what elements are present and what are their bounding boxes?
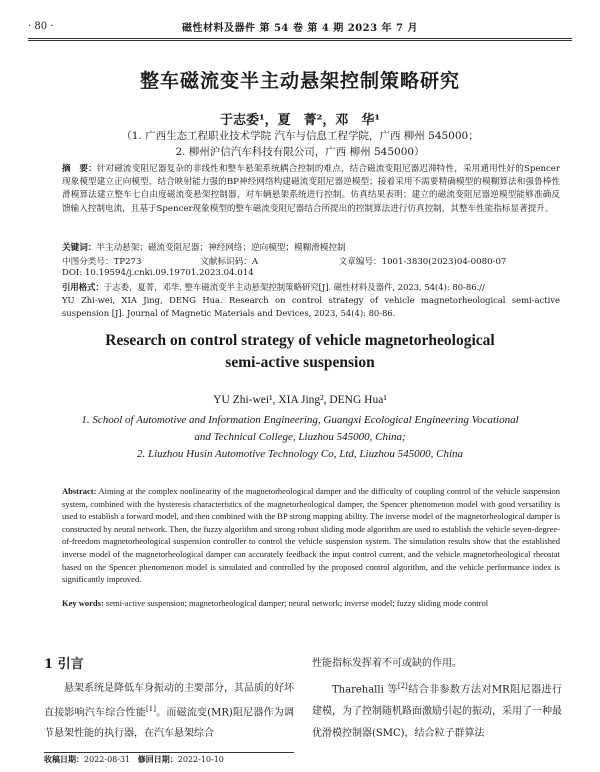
reference-2: [2] (397, 682, 408, 690)
affiliations-chinese (0, 128, 600, 160)
authors-english: YU Zhi-wei¹, XIA Jing², DENG Hua¹ (213, 394, 387, 406)
affiliation-en-2: 2. Liuzhou Husin Automotive Technology Co, Ltd, Liuzhou 545000, China (136, 448, 464, 460)
article-number: 文章编号：1001-3830(2023)04-0080-07 (338, 257, 507, 267)
keywords-en-text: semi-active suspension; magnetorheological damper; neural network; inverse model; fuzzy sliding mode control (105, 598, 489, 608)
authors-chinese: 于志委¹，夏 菁²，邓 华¹ (219, 113, 381, 128)
citation-en: YU Zhi-wei, XIA Jing, DENG Hua. Research on control strategy of vehicle magnetorheological semi-active suspension [J]. Journal of Magnetic Materials and Devices, 2023, 54(4): 80-86. (62, 295, 560, 318)
keywords-chinese (62, 242, 560, 255)
header-rule (28, 38, 572, 39)
doi: DOI: 10.19594/j.cnki.09.19701.2023.04.014 (62, 268, 254, 278)
right-line-1: 性能指标发挥着不可或缺的作用。 (312, 658, 462, 669)
footnote (44, 754, 344, 765)
citation-zh: 于志委，夏菁，邓华. 整车磁流变半主动悬架控制策略研究[J]. 磁性材料及器件, 2023, 54(4): 80-86.// (103, 282, 485, 292)
reference-1: [1] (146, 705, 156, 713)
affiliation-zh-2: 2. 柳州沪信汽车科技有限公司，广西 柳州 545000） (175, 146, 425, 158)
title-en-line-2: semi-active suspension (225, 354, 375, 371)
affiliation-en-1a: 1. School of Automotive and Information Engineering, Guangxi Ecological Engineering Vocational (81, 414, 519, 426)
affiliation-en-1b: and Technical College, Liuzhou 545000, China; (194, 431, 406, 443)
body-right-column (312, 653, 562, 745)
abstract-zh-label: 摘 要： (62, 164, 97, 174)
abstract-english (62, 485, 560, 586)
intro-text-b: 。而磁流变(MR)阻尼器作为调节悬架性能的执行器，在汽车悬架综合 (44, 707, 294, 740)
keywords-english (62, 597, 560, 610)
keywords-zh-label: 关键词： (62, 243, 97, 253)
classification-row (62, 255, 560, 267)
title-chinese: 整车磁流变半主动悬架控制策略研究 (139, 70, 460, 92)
received-date: 2022-08-31 (84, 755, 131, 764)
affiliation-zh-1: （1. 广西生态工程职业技术学院 汽车与信息工程学院，广西 柳州 545000； (121, 130, 479, 142)
footnote-dates (44, 754, 344, 765)
journal-info: 磁性材料及器件 第 54 卷 第 4 期 2023 年 7 月 (182, 22, 418, 34)
right-paragraph (312, 675, 562, 745)
abstract-en-text: Aiming at the complex nonlinearity of the magnetorheological damper and the difficulty of coupling control of the vehicle suspension system, combined with the hysteresis characteristics of the magnetorheological damper, the Spencer phenomenon model with good versatility is used to establish a forward model, and then combined with the BP strong mapping ability. The inverse model of the magnetorheological damper is constructed by neural network. Then, the fuzzy algorithm and strong robust sliding mode algorithm are used to establish the vehicle seven-degree-of-freedom magnetorheological suspension controller to control the vehicle suspension system. The simulation results show that the established inverse model of the magnetorheological damper can accurately feedback the input control current, and the vehicle magnetorheological rheostat based on the Spencer phenomenon model is simulated and controlled by the proposed control algorithm, and the vehicle performance index is significantly improved. (62, 486, 561, 585)
abstract-zh-text: 针对磁流变阻尼器复杂的非线性和整车悬架系统耦合控制的难点，结合磁流变阻尼器迟滞特性，采用通用性好的Spencer现象模型建立正向模型，结合映射能力强的BP神经网络构建磁流变阻尼器逆模型；接着采用不需要精确模型的模糊算法和强鲁棒性滑模算法建立整车七自由度磁流变悬架控制器，对车辆悬架系统进行控制。仿真结果表明：建立的磁流变阻尼器逆模型能够准确反馈输入控制电流，且基于Spencer现象模型的整车磁流变阻尼器结合所提出的控制算法进行仿真控制，其整车性能指标显著提升。 (62, 164, 560, 214)
section-heading: 1 引言 (44, 657, 84, 672)
keywords-zh-text: 半主动悬架；磁流变阻尼器；神经网络；逆向模型；模糊滑模控制 (96, 243, 346, 253)
right-text-b: 结合非参数方法对MR阻尼器进行建模，为了控制随机路面激励引起的振动，采用了一种最优滑模控制器(SMC)，结合粒子群算法 (312, 684, 562, 740)
title-english (0, 330, 600, 374)
affiliations-english (30, 412, 570, 463)
title-en-line-1: Research on control strategy of vehicle magnetorheological (105, 332, 495, 349)
intro-text-a: 悬架系统是降低车身振动的主要部分，其品质的好坏直接影响汽车综合性能 (44, 683, 294, 719)
clc-number: 中图分类号：TP273 (62, 257, 142, 267)
citation (62, 281, 560, 320)
revised-label: 修回日期： (137, 754, 178, 764)
page-number: · 80 · (28, 20, 54, 32)
revised-date: 2022-10-10 (177, 755, 224, 764)
received-label: 收稿日期： (44, 754, 84, 764)
citation-label: 引用格式： (62, 282, 104, 292)
right-text-a: Tharehalli 等 (332, 684, 398, 696)
abstract-en-label: Abstract: (62, 486, 97, 496)
keywords-en-label: Key words: (62, 598, 104, 608)
footnote-rule (44, 752, 294, 753)
header-rule-double (28, 40, 572, 41)
document-code: 文献标识码：A (200, 257, 259, 267)
running-header (28, 14, 572, 38)
intro-paragraph (44, 678, 294, 744)
body-left-column (44, 653, 294, 744)
abstract-chinese (62, 163, 560, 216)
